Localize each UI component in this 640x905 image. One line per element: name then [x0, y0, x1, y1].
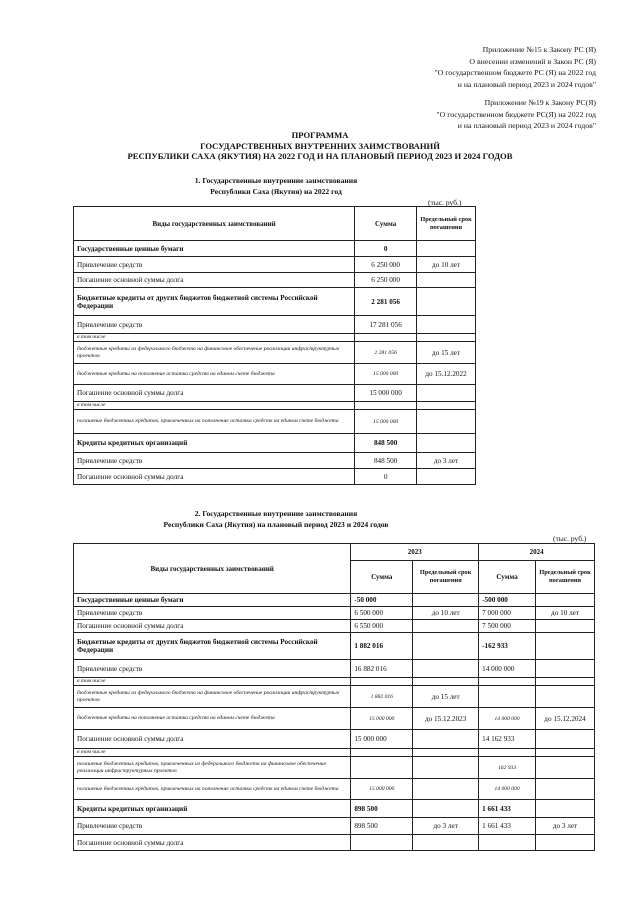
page-title	[0, 130, 640, 162]
row-sum-2024: 7 000 000	[479, 607, 536, 620]
appendix-line: Приложение №19 к Закону РС(Я)	[484, 98, 596, 107]
table-row	[74, 607, 595, 620]
row-name: в том числе	[74, 402, 355, 410]
row-sum-2023	[351, 678, 413, 686]
row-name: Государственные ценные бумаги	[74, 241, 355, 257]
row-sum: 6 250 000	[355, 257, 417, 273]
row-sum-2023	[351, 835, 413, 851]
row-term-2024	[536, 633, 595, 660]
table-row	[74, 678, 595, 686]
row-sum-2024: 7 500 000	[479, 620, 536, 633]
table-row	[74, 288, 476, 316]
table-row	[74, 434, 476, 453]
row-term-2024	[536, 594, 595, 607]
row-name: бюджетные кредиты из федерального бюджета на финансовое обеспечение реализации инфраструктурных проектов	[74, 342, 355, 364]
row-sum-2024: 14 162 933	[479, 730, 536, 749]
table-row	[74, 342, 476, 364]
row-term-2023	[413, 757, 479, 779]
row-sum-2024: 14 000 000	[479, 708, 536, 730]
header-term: Предельный срок погашения	[536, 561, 595, 594]
row-term	[417, 334, 476, 342]
row-sum-2024	[479, 678, 536, 686]
table-row	[74, 686, 595, 708]
header-sum: Сумма	[479, 561, 536, 594]
row-term-2024: до 3 лет	[536, 818, 595, 835]
row-name: Привлечение средств	[74, 607, 351, 620]
table-row	[74, 620, 595, 633]
section2-unit: (тыс. руб.)	[553, 534, 587, 543]
row-sum: 2 281 056	[355, 342, 417, 364]
section1-table	[73, 206, 476, 485]
title-line: ПРОГРАММА	[291, 130, 349, 140]
header-kind: Виды государственных заимствований	[74, 207, 355, 241]
row-sum-2023: 898 500	[351, 818, 413, 835]
row-term-2023	[413, 800, 479, 818]
table-row	[74, 385, 476, 402]
appendix-line: "О государственном бюджете РС (Я) на 2022 год	[434, 68, 596, 77]
row-sum-2023: 898 500	[351, 800, 413, 818]
row-name: бюджетные кредиты из федерального бюджета на финансовое обеспечение реализации инфраструктурных проектов	[74, 686, 351, 708]
row-term-2024	[536, 757, 595, 779]
table-row	[74, 800, 595, 818]
row-sum-2024: 14 000 000	[479, 660, 536, 678]
row-term	[417, 402, 476, 410]
row-term-2023	[413, 835, 479, 851]
row-sum: 6 250 000	[355, 273, 417, 288]
row-sum-2024: 14 000 000	[479, 779, 536, 800]
row-sum: 15 000 000	[355, 410, 417, 434]
row-name: бюджетные кредиты на пополнение остатка средств на едином счете бюджета	[74, 708, 351, 730]
section-heading-line: Республики Саха (Якутия) на плановый период 2023 и 2024 годов	[163, 519, 389, 529]
section-heading-line: Республики Саха (Якутия) на 2022 год	[210, 186, 342, 196]
row-name: Привлечение средств	[74, 453, 355, 469]
title-line: РЕСПУБЛИКИ САХА (ЯКУТИЯ) НА 2022 ГОД И НА ПЛАНОВЫЙ ПЕРИОД 2023 И 2024 ГОДОВ	[127, 151, 513, 162]
row-term-2023	[413, 779, 479, 800]
section-heading-line: 2. Государственные внутренние заимствования	[194, 509, 358, 518]
row-term-2023: до 10 лет	[413, 607, 479, 620]
row-term-2024	[536, 730, 595, 749]
section2-heading	[0, 509, 596, 530]
row-sum-2024: -500 000	[479, 594, 536, 607]
row-sum-2024: 1 661 433	[479, 800, 536, 818]
header-year-2023: 2023	[351, 544, 479, 561]
row-sum-2024: -162 933	[479, 633, 536, 660]
row-sum-2023: 15 000 000	[351, 708, 413, 730]
row-term: до 15.12.2022	[417, 364, 476, 385]
row-name: Погашение основной суммы долга	[74, 273, 355, 288]
table-row	[74, 334, 476, 342]
row-name: Кредиты кредитных организаций	[74, 800, 351, 818]
table-row	[74, 273, 476, 288]
row-sum: 848 500	[355, 453, 417, 469]
row-name: Погашение основной суммы долга	[74, 469, 355, 485]
row-term-2024	[536, 835, 595, 851]
appendix-line: Приложение №15 к Закону РС (Я)	[482, 45, 596, 54]
table-row	[74, 660, 595, 678]
row-sum: 0	[355, 241, 417, 257]
row-sum-2024: 162 933	[479, 757, 536, 779]
row-term-2023	[413, 660, 479, 678]
table-row	[74, 364, 476, 385]
row-sum-2023: 1 882 016	[351, 633, 413, 660]
row-term: до 3 лет	[417, 453, 476, 469]
row-term: до 15 лет	[417, 342, 476, 364]
appendix-line: и на плановый период 2023 и 2024 годов"	[457, 121, 596, 130]
table-row	[74, 257, 476, 273]
header-term: Предельный срок погашения	[413, 561, 479, 594]
title-line: ГОСУДАРСТВЕННЫХ ВНУТРЕННИХ ЗАИМСТВОВАНИЙ	[200, 140, 440, 151]
row-name: погашение бюджетных кредитов, привлеченных на пополнение остатка средств на едином счете бюджета	[74, 779, 351, 800]
table-row	[74, 730, 595, 749]
row-sum: 848 500	[355, 434, 417, 453]
row-sum-2024	[479, 835, 536, 851]
row-term-2023: до 15 лет	[413, 686, 479, 708]
row-name: в том числе	[74, 334, 355, 342]
row-term-2023	[413, 749, 479, 757]
row-term-2024	[536, 686, 595, 708]
row-sum-2023: 15 000 000	[351, 730, 413, 749]
row-sum-2023: 1 882 016	[351, 686, 413, 708]
row-term	[417, 288, 476, 316]
row-name: погашение бюджетных кредитов, привлеченных на пополнение остатка средств на едином счете бюджета	[74, 410, 355, 434]
row-name: Погашение основной суммы долга	[74, 835, 351, 851]
row-term-2023	[413, 730, 479, 749]
row-term-2023	[413, 678, 479, 686]
section2-table	[73, 543, 595, 851]
row-term-2024	[536, 749, 595, 757]
row-term-2023	[413, 594, 479, 607]
row-sum: 15 000 000	[355, 364, 417, 385]
row-term-2024	[536, 660, 595, 678]
table-row	[74, 453, 476, 469]
table-row	[74, 633, 595, 660]
row-name: Государственные ценные бумаги	[74, 594, 351, 607]
row-term-2024: до 10 лет	[536, 607, 595, 620]
appendix-line: О внесении изменений в Закон РС (Я)	[469, 56, 596, 66]
row-term	[417, 385, 476, 402]
table-row	[74, 779, 595, 800]
row-sum-2023: 15 000 000	[351, 779, 413, 800]
row-term-2024	[536, 678, 595, 686]
row-sum-2024	[479, 749, 536, 757]
row-sum-2023	[351, 749, 413, 757]
row-name: Привлечение средств	[74, 818, 351, 835]
row-name: в том числе	[74, 678, 351, 686]
row-name: Привлечение средств	[74, 257, 355, 273]
row-name: Погашение основной суммы долга	[74, 620, 351, 633]
row-sum: 2 281 056	[355, 288, 417, 316]
row-sum-2023	[351, 757, 413, 779]
row-sum-2023: 16 882 016	[351, 660, 413, 678]
header-year-2024: 2024	[479, 544, 595, 561]
row-sum	[355, 334, 417, 342]
row-name: Погашение основной суммы долга	[74, 385, 355, 402]
appendix-line: и на плановый период 2023 и 2024 годов"	[457, 79, 596, 89]
header-kind: Виды государственных заимствований	[74, 544, 351, 594]
row-term	[417, 469, 476, 485]
row-term	[417, 241, 476, 257]
table-row	[74, 757, 595, 779]
table-row	[74, 469, 476, 485]
row-term	[417, 316, 476, 334]
row-sum-2023: 6 550 000	[351, 620, 413, 633]
row-term-2023: до 3 лет	[413, 818, 479, 835]
row-name: Погашение основной суммы долга	[74, 730, 351, 749]
row-term	[417, 273, 476, 288]
header-term: Предельный срок погашения	[417, 207, 476, 241]
row-name: в том числе	[74, 749, 351, 757]
row-sum-2023: -50 000	[351, 594, 413, 607]
header-sum: Сумма	[351, 561, 413, 594]
row-term	[417, 434, 476, 453]
section1-heading	[0, 176, 596, 197]
table-row	[74, 708, 595, 730]
row-name: Бюджетные кредиты от других бюджетов бюджетной системы Российской Федерации	[74, 633, 351, 660]
row-name: погашение бюджетных кредитов, привлеченных из федерального бюджета на финансовое обеспечение реализации инфраструктурных проектов	[74, 757, 351, 779]
row-name: Привлечение средств	[74, 316, 355, 334]
table-row	[74, 316, 476, 334]
row-sum-2024: 1 661 433	[479, 818, 536, 835]
row-sum: 0	[355, 469, 417, 485]
appendix-15	[434, 44, 596, 90]
row-name: Кредиты кредитных организаций	[74, 434, 355, 453]
row-sum-2024	[479, 686, 536, 708]
row-sum: 17 281 056	[355, 316, 417, 334]
row-term-2024	[536, 800, 595, 818]
row-term-2023	[413, 633, 479, 660]
appendix-19	[436, 97, 596, 132]
row-term-2023: до 15.12.2023	[413, 708, 479, 730]
row-term-2024	[536, 620, 595, 633]
row-term	[417, 410, 476, 434]
table-row	[74, 594, 595, 607]
row-name: Бюджетные кредиты от других бюджетов бюджетной системы Российской Федерации	[74, 288, 355, 316]
table-row	[74, 749, 595, 757]
row-sum	[355, 402, 417, 410]
appendix-line: "О государственном бюджете РС(Я) на 2022 год	[436, 109, 596, 119]
section-heading-line: 1. Государственные внутренние заимствования	[194, 176, 358, 185]
table-row	[74, 241, 476, 257]
row-term: до 10 лет	[417, 257, 476, 273]
row-term-2024	[536, 779, 595, 800]
table-row	[74, 835, 595, 851]
section1-unit: (тыс. руб.)	[428, 198, 462, 207]
table-row	[74, 410, 476, 434]
row-name: бюджетные кредиты на пополнение остатка средств на едином счете бюджета	[74, 364, 355, 385]
row-sum-2023: 6 500 000	[351, 607, 413, 620]
row-term-2023	[413, 620, 479, 633]
header-sum: Сумма	[355, 207, 417, 241]
row-term-2024: до 15.12.2024	[536, 708, 595, 730]
row-sum: 15 000 000	[355, 385, 417, 402]
table-row	[74, 818, 595, 835]
row-name: Привлечение средств	[74, 660, 351, 678]
table-row	[74, 402, 476, 410]
